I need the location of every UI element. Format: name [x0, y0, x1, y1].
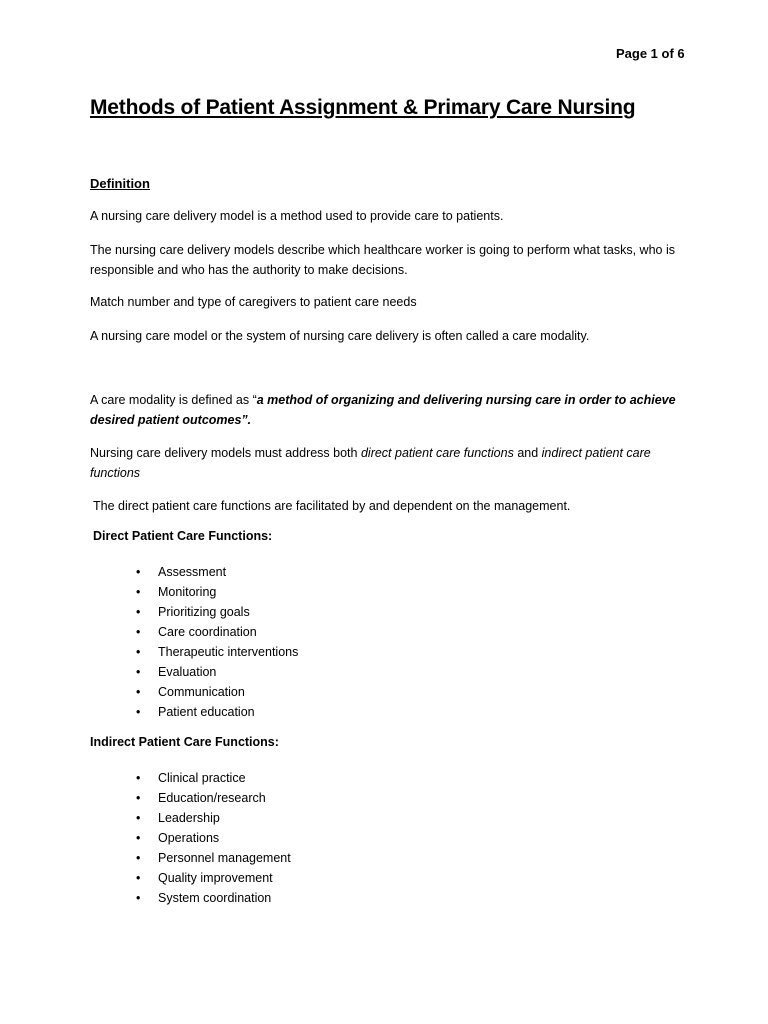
list-item: • Quality improvement	[136, 868, 291, 888]
paragraph-care-modality: A nursing care model or the system of nursing care delivery is often called a care modality.	[90, 329, 590, 343]
list-item: • Patient education	[136, 702, 298, 722]
list-item: • Monitoring	[136, 582, 298, 602]
modality-definition-lead: A care modality is defined as “	[90, 393, 257, 407]
definition-heading: Definition	[90, 176, 150, 191]
list-item: • Clinical practice	[136, 768, 291, 788]
address-text-a: Nursing care delivery models must address both	[90, 446, 361, 460]
address-indirect-term: indirect patient care functions	[90, 446, 651, 480]
page-number: Page 1 of 6	[616, 46, 685, 61]
indirect-functions-list	[136, 768, 291, 908]
list-item: • Personnel management	[136, 848, 291, 868]
modality-definition-quote: a method of organizing and delivering nursing care in order to achieve desired patient outcomes”.	[90, 393, 676, 427]
list-item: • System coordination	[136, 888, 291, 908]
list-item: • Education/research	[136, 788, 291, 808]
indirect-functions-heading: Indirect Patient Care Functions:	[90, 735, 279, 749]
address-text-c: and	[513, 446, 542, 460]
paragraph-definition: A nursing care delivery model is a method used to provide care to patients.	[90, 209, 504, 223]
direct-functions-list	[136, 562, 298, 722]
page-title: Methods of Patient Assignment & Primary Care Nursing	[90, 96, 636, 119]
list-item: • Leadership	[136, 808, 291, 828]
list-item: • Communication	[136, 682, 298, 702]
direct-functions-heading: Direct Patient Care Functions:	[93, 529, 273, 543]
paragraph-match-caregivers: Match number and type of caregivers to patient care needs	[90, 295, 417, 309]
paragraph-modality-definition	[90, 390, 682, 430]
paragraph-delivery-models: The nursing care delivery models describe which healthcare worker is going to perform what tasks, who is responsible and who has the authority to make decisions.	[90, 243, 675, 277]
list-item: • Care coordination	[136, 622, 298, 642]
list-item: • Prioritizing goals	[136, 602, 298, 622]
list-item: • Therapeutic interventions	[136, 642, 298, 662]
list-item: • Assessment	[136, 562, 298, 582]
list-item: • Operations	[136, 828, 291, 848]
list-item: • Evaluation	[136, 662, 298, 682]
address-direct-term: direct patient care functions	[360, 446, 514, 460]
paragraph-direct-facilitated: The direct patient care functions are facilitated by and dependent on the management.	[93, 499, 571, 513]
paragraph-address-functions	[90, 443, 682, 483]
